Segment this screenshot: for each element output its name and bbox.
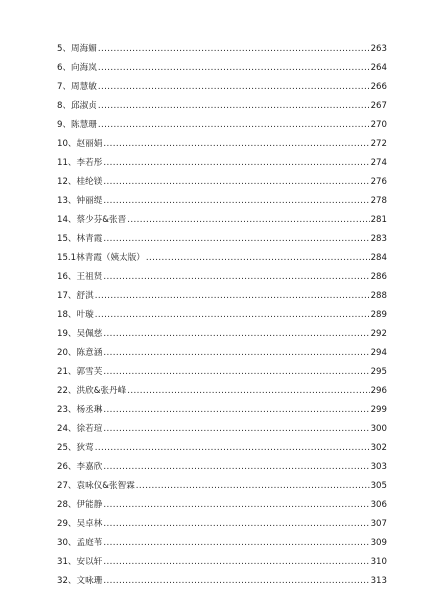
toc-dot-leader bbox=[98, 78, 370, 97]
toc-entry[interactable] bbox=[57, 249, 387, 268]
toc-entry-page: 295 bbox=[370, 367, 387, 377]
toc-entry[interactable] bbox=[57, 173, 387, 192]
toc-entry-title: 15、林青霞 bbox=[57, 234, 103, 244]
toc-entry-title: 18、叶璇 bbox=[57, 310, 94, 320]
toc-entry-page: 267 bbox=[370, 101, 387, 111]
toc-entry-page: 278 bbox=[370, 196, 387, 206]
toc-entry-page: 303 bbox=[370, 462, 387, 472]
toc-entry-page: 281 bbox=[370, 215, 387, 225]
toc-entry[interactable] bbox=[57, 572, 387, 591]
toc-entry[interactable] bbox=[57, 116, 387, 135]
toc-dot-leader bbox=[146, 249, 370, 268]
toc-entry-page: 264 bbox=[370, 63, 387, 73]
toc-entry-page: 284 bbox=[370, 253, 387, 263]
toc-dot-leader bbox=[103, 496, 369, 515]
toc-entry-title: 17、舒淇 bbox=[57, 291, 94, 301]
toc-entry-page: 276 bbox=[370, 177, 387, 187]
toc-entry-title: 23、杨丞琳 bbox=[57, 405, 103, 415]
toc-entry[interactable] bbox=[57, 154, 387, 173]
toc-dot-leader bbox=[103, 458, 369, 477]
toc-dot-leader bbox=[95, 287, 370, 306]
toc-entry-title: 32、文咏珊 bbox=[57, 576, 103, 586]
toc-dot-leader bbox=[103, 572, 369, 591]
toc-entry-page: 294 bbox=[370, 348, 387, 358]
toc-entry[interactable] bbox=[57, 553, 387, 572]
toc-entry-page: 307 bbox=[370, 519, 387, 529]
toc-entry-title: 22、洪欣&张丹峰 bbox=[57, 386, 127, 396]
toc-entry[interactable] bbox=[57, 287, 387, 306]
toc-dot-leader bbox=[103, 401, 369, 420]
toc-dot-leader bbox=[103, 420, 369, 439]
toc-entry-title: 9、陈慧珊 bbox=[57, 120, 97, 130]
toc-entry-title: 30、孟庭苇 bbox=[57, 538, 103, 548]
toc-entry[interactable] bbox=[57, 458, 387, 477]
toc-entry-page: 292 bbox=[370, 329, 387, 339]
toc-entry-page: 272 bbox=[370, 139, 387, 149]
toc-dot-leader bbox=[98, 59, 370, 78]
toc-dot-leader bbox=[103, 230, 369, 249]
toc-entry-title: 11、李若彤 bbox=[57, 158, 103, 168]
toc-dot-leader bbox=[103, 154, 369, 173]
toc-entry-title: 5、周海媚 bbox=[57, 44, 97, 54]
toc-entry-page: 310 bbox=[370, 557, 387, 567]
toc-entry-title: 21、郭雪芙 bbox=[57, 367, 103, 377]
toc-dot-leader bbox=[98, 40, 370, 59]
toc-entry-title: 7、周慧敏 bbox=[57, 82, 97, 92]
toc-entry-title: 19、吴佩慈 bbox=[57, 329, 103, 339]
toc-dot-leader bbox=[103, 534, 369, 553]
toc-entry-title: 16、王祖贤 bbox=[57, 272, 103, 282]
toc-entry[interactable] bbox=[57, 230, 387, 249]
toc-entry-page: 288 bbox=[370, 291, 387, 301]
toc-dot-leader bbox=[103, 135, 369, 154]
toc-entry-page: 300 bbox=[370, 424, 387, 434]
toc-entry-title: 10、赵丽娟 bbox=[57, 139, 103, 149]
toc-entry[interactable] bbox=[57, 439, 387, 458]
toc-entry-page: 266 bbox=[370, 82, 387, 92]
toc-entry[interactable] bbox=[57, 382, 387, 401]
toc-entry[interactable] bbox=[57, 325, 387, 344]
toc-entry-title: 24、徐若瑄 bbox=[57, 424, 103, 434]
toc-entry[interactable] bbox=[57, 192, 387, 211]
toc-entry[interactable] bbox=[57, 268, 387, 287]
toc-dot-leader bbox=[103, 173, 369, 192]
toc-entry[interactable] bbox=[57, 534, 387, 553]
toc-entry[interactable] bbox=[57, 496, 387, 515]
toc-entry-title: 6、向海岚 bbox=[57, 63, 97, 73]
toc-entry-page: 283 bbox=[370, 234, 387, 244]
toc-dot-leader bbox=[103, 515, 369, 534]
toc-entry[interactable] bbox=[57, 515, 387, 534]
toc-entry-title: 25、狄莺 bbox=[57, 443, 94, 453]
toc-dot-leader bbox=[136, 477, 370, 496]
toc-entry-page: 306 bbox=[370, 500, 387, 510]
toc-entry-title: 31、安以轩 bbox=[57, 557, 103, 567]
toc-entry-title: 26、李嘉欣 bbox=[57, 462, 103, 472]
toc-dot-leader bbox=[103, 553, 369, 572]
toc-dot-leader bbox=[103, 192, 369, 211]
toc-dot-leader bbox=[103, 325, 369, 344]
toc-dot-leader bbox=[103, 344, 369, 363]
toc-entry-page: 286 bbox=[370, 272, 387, 282]
toc-entry-page: 305 bbox=[370, 481, 387, 491]
toc-entry[interactable] bbox=[57, 363, 387, 382]
toc-entry-title: 27、袁咏仪&张智霖 bbox=[57, 481, 135, 491]
toc-entry-title: 13、钟丽缇 bbox=[57, 196, 103, 206]
toc-entry[interactable] bbox=[57, 211, 387, 230]
toc-entry-page: 302 bbox=[370, 443, 387, 453]
toc-entry-title: 15.1林青霞（姨太版） bbox=[57, 253, 145, 263]
toc-entry[interactable] bbox=[57, 135, 387, 154]
toc-entry[interactable] bbox=[57, 477, 387, 496]
toc-entry[interactable] bbox=[57, 306, 387, 325]
toc-dot-leader bbox=[95, 439, 370, 458]
toc-entry-page: 299 bbox=[370, 405, 387, 415]
toc-dot-leader bbox=[103, 363, 369, 382]
table-of-contents bbox=[57, 40, 387, 591]
toc-entry-title: 8、邱淑贞 bbox=[57, 101, 97, 111]
toc-entry-page: 296 bbox=[370, 386, 387, 396]
toc-entry-page: 289 bbox=[370, 310, 387, 320]
toc-entry-page: 263 bbox=[370, 44, 387, 54]
toc-entry[interactable] bbox=[57, 97, 387, 116]
toc-entry[interactable] bbox=[57, 59, 387, 78]
toc-entry[interactable] bbox=[57, 344, 387, 363]
toc-entry-title: 14、蔡少芬&张晋 bbox=[57, 215, 127, 225]
toc-entry[interactable] bbox=[57, 401, 387, 420]
toc-entry-page: 313 bbox=[370, 576, 387, 586]
toc-entry-title: 20、陈意涵 bbox=[57, 348, 103, 358]
toc-dot-leader bbox=[103, 268, 369, 287]
toc-entry-title: 28、伊能静 bbox=[57, 500, 103, 510]
toc-dot-leader bbox=[98, 97, 370, 116]
toc-dot-leader bbox=[98, 116, 370, 135]
toc-dot-leader bbox=[95, 306, 370, 325]
toc-entry-title: 12、桂纶镁 bbox=[57, 177, 103, 187]
toc-entry-page: 309 bbox=[370, 538, 387, 548]
toc-entry[interactable] bbox=[57, 420, 387, 439]
toc-entry-page: 270 bbox=[370, 120, 387, 130]
toc-entry[interactable] bbox=[57, 40, 387, 59]
toc-dot-leader bbox=[127, 211, 369, 230]
toc-entry-title: 29、吴卓林 bbox=[57, 519, 103, 529]
toc-entry[interactable] bbox=[57, 78, 387, 97]
toc-dot-leader bbox=[127, 382, 369, 401]
toc-entry-page: 274 bbox=[370, 158, 387, 168]
